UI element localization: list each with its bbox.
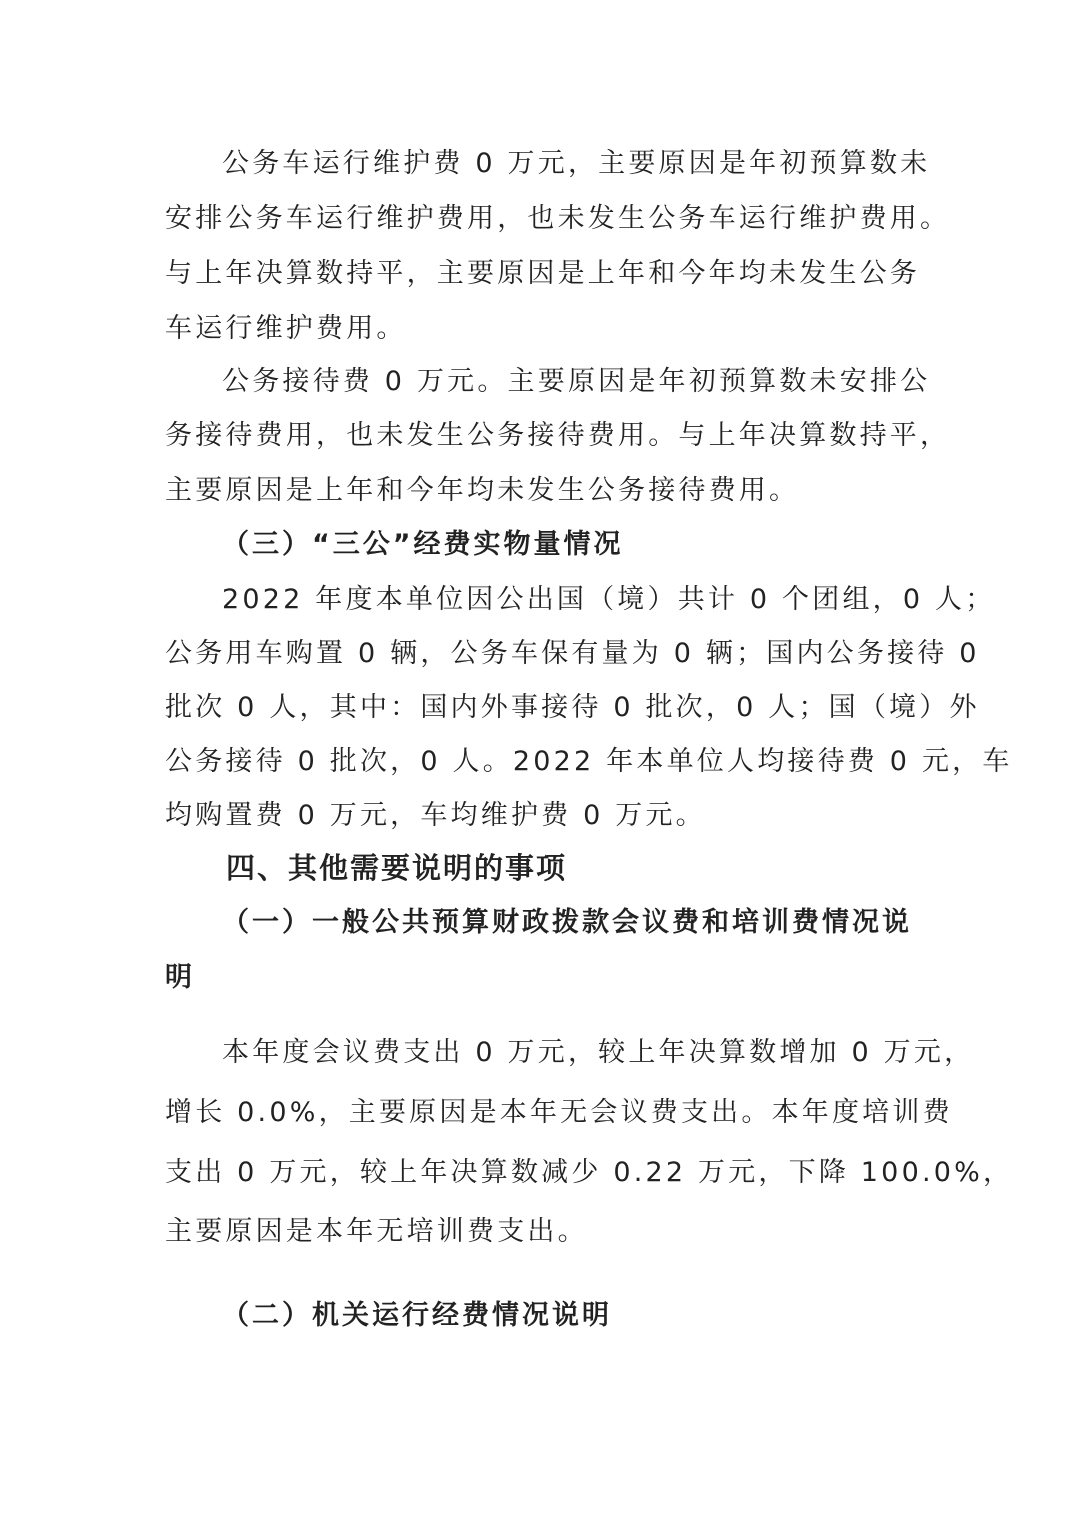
paragraph-line: 2022 年度本单位因公出国（境）共计 0 个团组，0 人； bbox=[222, 584, 996, 615]
paragraph-line: 公务车运行维护费 0 万元，主要原因是年初预算数未 bbox=[222, 148, 931, 179]
paragraph-line: 增长 0.0%，主要原因是本年无会议费支出。本年度培训费 bbox=[165, 1097, 953, 1128]
paragraph-line: 与上年决算数持平，主要原因是上年和今年均未发生公务 bbox=[165, 258, 920, 289]
paragraph-line: 公务接待费 0 万元。主要原因是年初预算数未安排公 bbox=[222, 366, 931, 397]
paragraph-line: 主要原因是本年无培训费支出。 bbox=[165, 1216, 588, 1247]
paragraph-line: 支出 0 万元，较上年决算数减少 0.22 万元，下降 100.0%， bbox=[165, 1157, 1014, 1188]
section-heading-continued: 明 bbox=[165, 962, 195, 993]
paragraph-line: 均购置费 0 万元，车均维护费 0 万元。 bbox=[165, 800, 706, 831]
section-heading: （二）机关运行经费情况说明 bbox=[222, 1300, 612, 1331]
chapter-heading: 四、其他需要说明的事项 bbox=[226, 851, 568, 885]
paragraph-line: 务接待费用，也未发生公务接待费用。与上年决算数持平， bbox=[165, 420, 951, 451]
section-heading: （三）“三公”经费实物量情况 bbox=[222, 529, 624, 560]
paragraph-line: 车运行维护费用。 bbox=[165, 313, 407, 344]
paragraph-line: 安排公务车运行维护费用，也未发生公务车运行维护费用。 bbox=[165, 203, 951, 234]
paragraph-line: 本年度会议费支出 0 万元，较上年决算数增加 0 万元， bbox=[222, 1037, 975, 1068]
paragraph-line: 公务接待 0 批次，0 人。2022 年本单位人均接待费 0 元，车 bbox=[165, 746, 1013, 777]
paragraph-line: 批次 0 人，其中：国内外事接待 0 批次，0 人；国（境）外 bbox=[165, 692, 980, 723]
section-heading: （一）一般公共预算财政拨款会议费和培训费情况说 bbox=[222, 907, 912, 938]
paragraph-line: 主要原因是上年和今年均未发生公务接待费用。 bbox=[165, 475, 800, 506]
paragraph-line: 公务用车购置 0 辆，公务车保有量为 0 辆；国内公务接待 0 bbox=[165, 638, 980, 669]
